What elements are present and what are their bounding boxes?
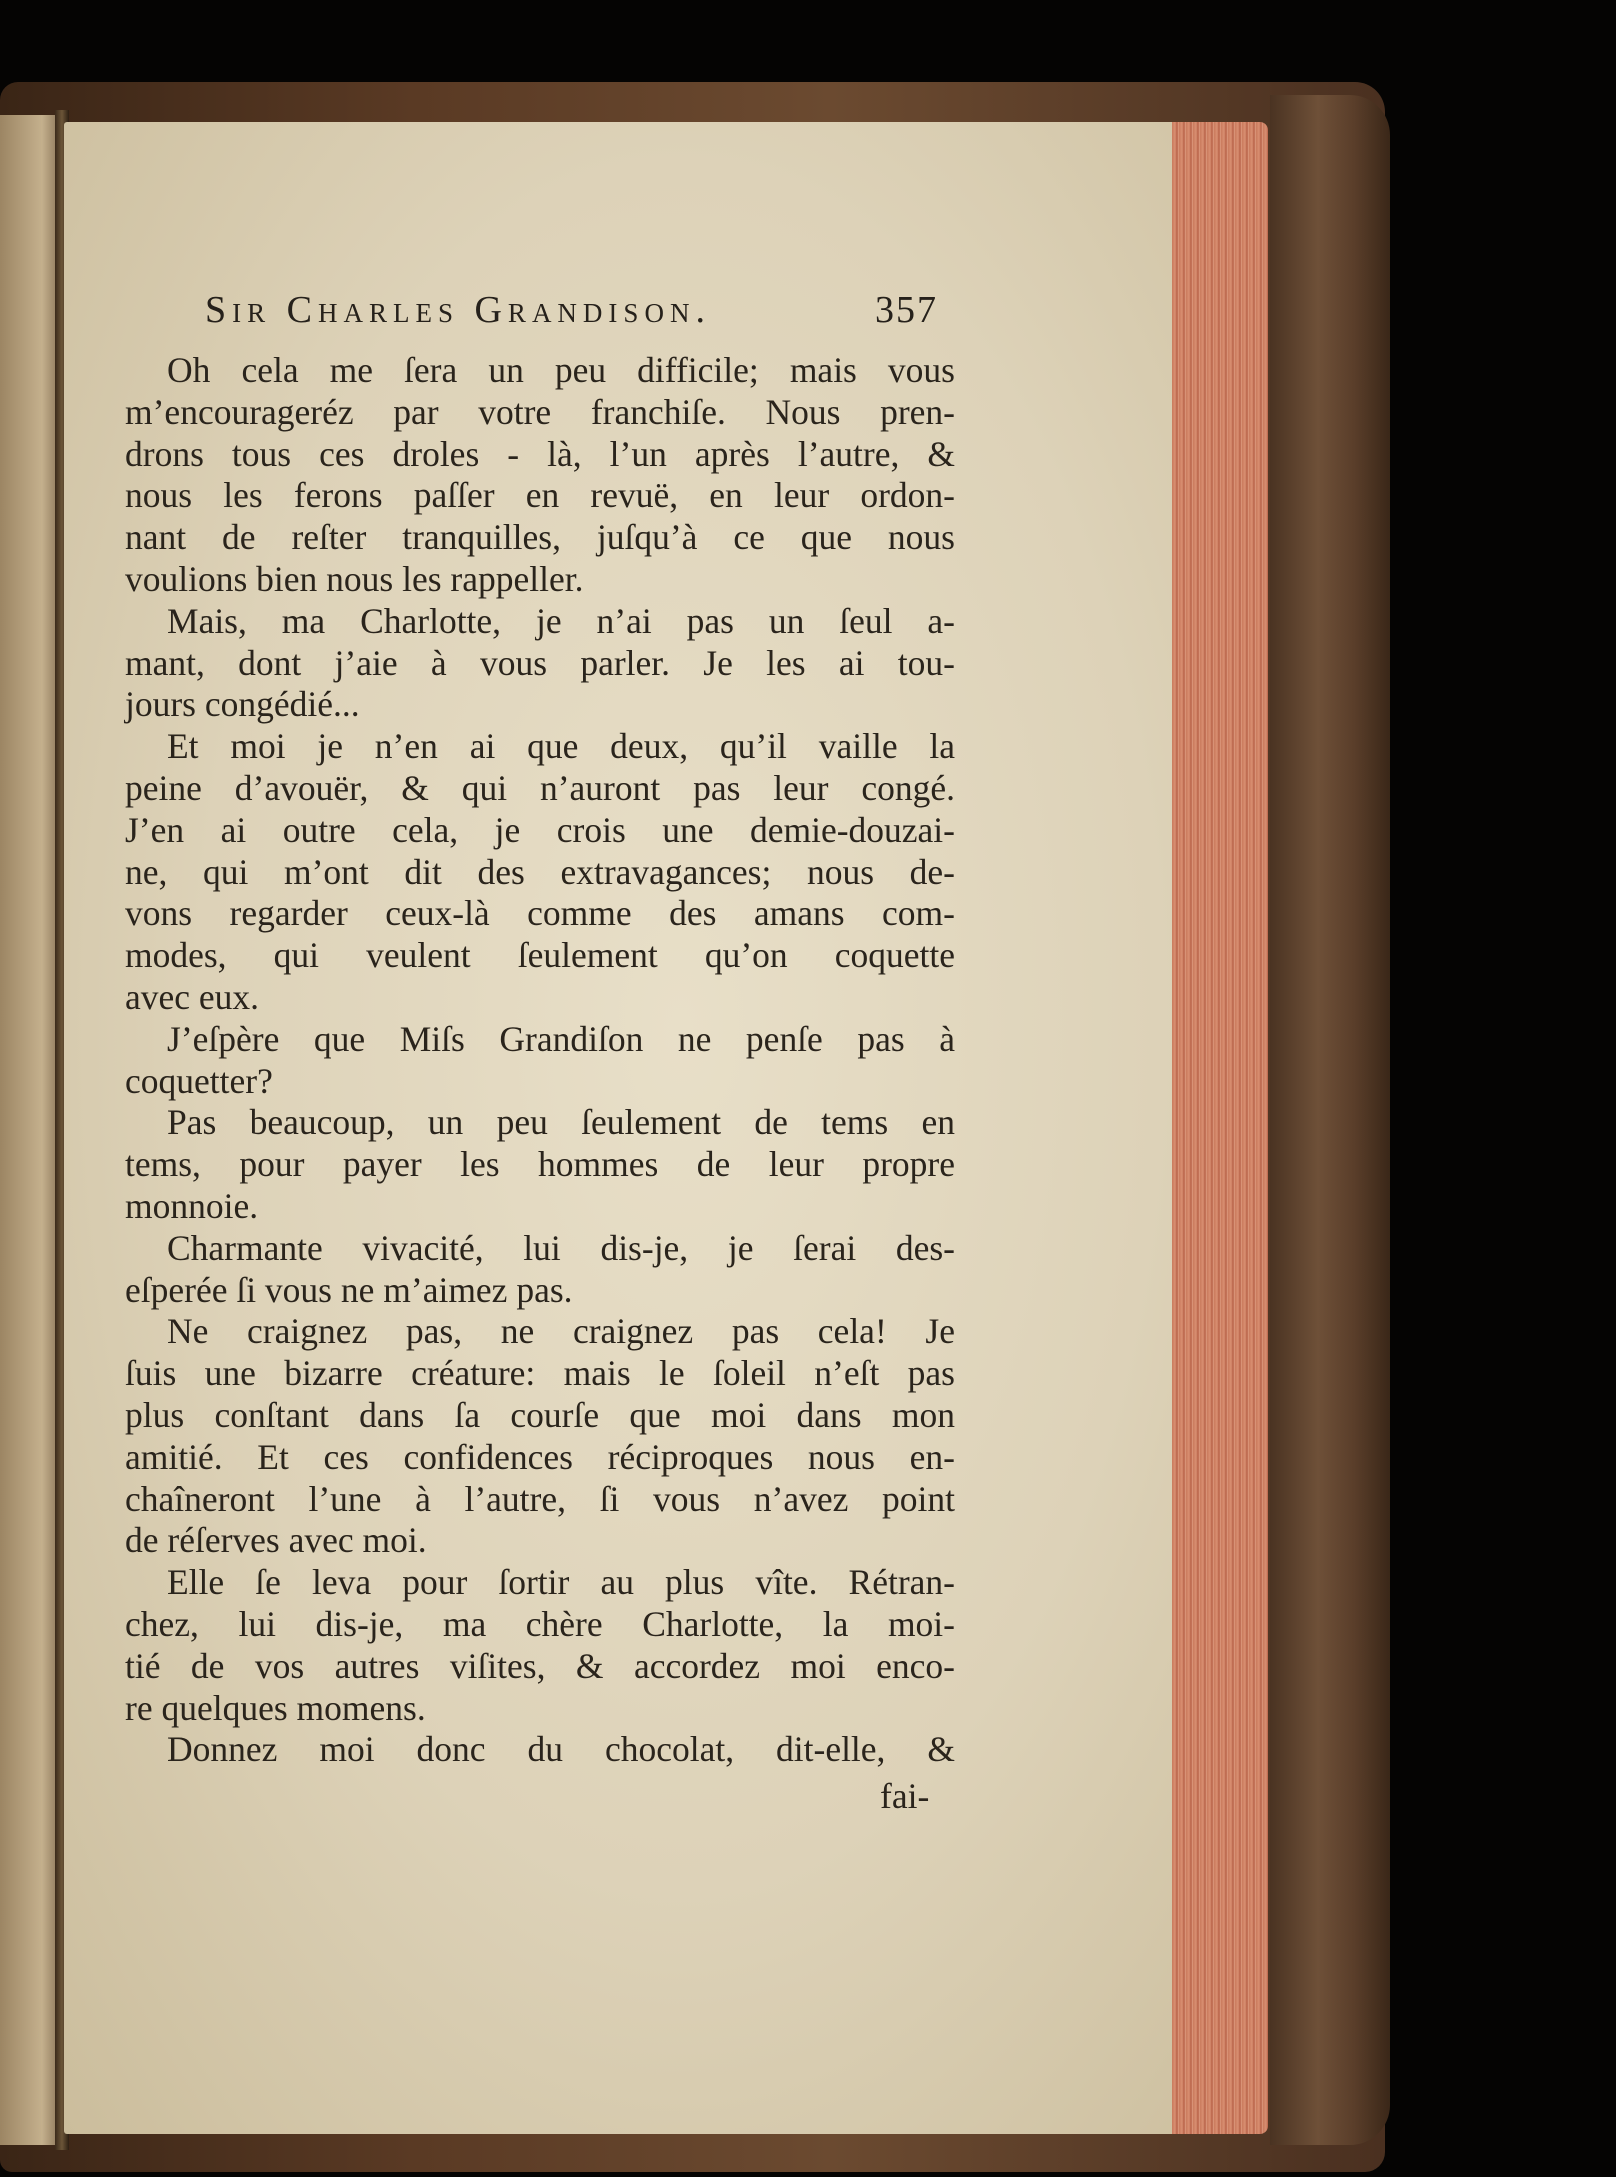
text-line: Et moi je n’en ai que deux, qu’il vaille la [167,726,955,767]
text-line: Charmante vivacité, lui dis-je, je ſerai des- [167,1227,955,1268]
text-line: Ne craignez pas, ne craignez pas cela! Je [167,1311,955,1352]
text-line: voulions bien nous les rappeller. [125,558,584,599]
text-line: tié de vos autres viſites, & accordez moi enco- [125,1645,955,1686]
text-line: avec eux. [125,976,260,1017]
page-text [125,350,955,1771]
catchword: fai- [880,1776,930,1817]
text-line: nous les ferons paſſer en revuë, en leur ordon- [125,475,955,516]
text-line: re quelques momens. [125,1687,426,1728]
text-line: plus conſtant dans ſa courſe que moi dans mon [125,1394,955,1435]
text-line: peine d’avouër, & qui n’auront pas leur congé. [125,767,955,808]
page-number: 357 [875,289,938,331]
text-line: jours congédié... [125,684,360,725]
text-line: m’encourageréz par votre franchiſe. Nous pren- [125,391,955,432]
text-line: J’en ai outre cela, je crois une demie-douzai- [125,809,955,850]
left-page-edge [0,115,60,2145]
text-line: Mais, ma Charlotte, je n’ai pas un ſeul a- [167,600,955,641]
running-head-title: Sir Charles Grandison. [205,289,711,331]
text-line: ſuis une bizarre créature: mais le ſoleil n’eſt pas [125,1353,955,1394]
text-line: amitié. Et ces confidences réciproques nous en- [125,1436,955,1477]
page-block-edge [1172,122,1268,2134]
text-line: Elle ſe leva pour ſortir au plus vîte. Rétran- [167,1562,955,1603]
cover-fore-edge [1270,95,1390,2145]
running-header [205,288,985,338]
text-line: ne, qui m’ont dit des extravagances; nous de- [125,851,955,892]
text-line: coquetter? [125,1060,273,1101]
text-line: vons regarder ceux-là comme des amans com- [125,893,955,934]
text-line: de réſerves avec moi. [125,1520,427,1561]
text-line: drons tous ces droles - là, l’un après l’autre, & [125,433,955,474]
text-line: tems, pour payer les hommes de leur propre [125,1144,955,1185]
text-line: Pas beaucoup, un peu ſeulement de tems en [167,1102,955,1143]
text-line: Donnez moi donc du chocolat, dit-elle, & [167,1729,955,1770]
text-line: chez, lui dis-je, ma chère Charlotte, la moi- [125,1603,955,1644]
text-line: J’eſpère que Miſs Grandiſon ne penſe pas à [167,1018,955,1059]
text-line: Oh cela me ſera un peu difficile; mais vous [167,350,955,390]
text-line: eſperée ſi vous ne m’aimez pas. [125,1269,573,1310]
text-line: modes, qui veulent ſeulement qu’on coquette [125,935,955,976]
text-line: mant, dont j’aie à vous parler. Je les ai tou- [125,642,955,683]
text-line: monnoie. [125,1185,259,1226]
text-line: chaîneront l’une à l’autre, ſi vous n’avez point [125,1478,955,1519]
text-line: nant de reſter tranquilles, juſqu’à ce que nous [125,517,955,558]
